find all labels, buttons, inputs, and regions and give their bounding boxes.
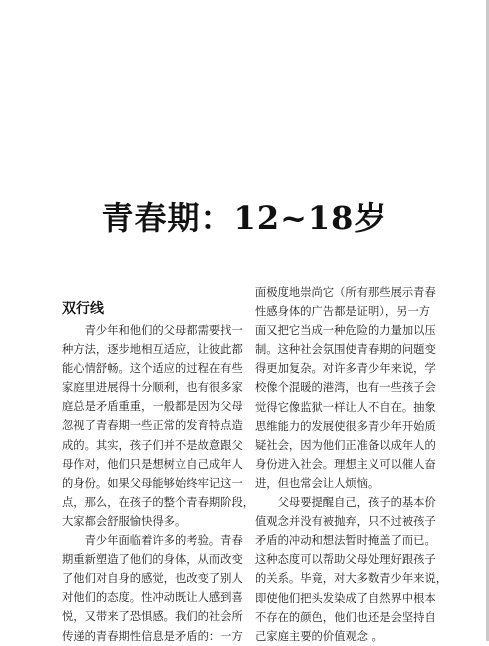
text-line: 对他们的态度。性冲动既让人感到喜 [62,591,243,605]
text-line: 这种态度可以帮助父母处理好跟孩子 [255,553,436,567]
text-line: 身份进入社会。理想主义可以催人奋 [255,457,436,471]
text-line: 得更加复杂。对许多青少年来说，学 [255,362,436,376]
text-line: 己家庭主要的价值观念 。 [255,629,383,643]
text-line: 进，但也常会让人烦恼。 [255,476,380,490]
text-line: 制。这种社会氛围使青春期的问题变 [255,343,436,357]
text-line: 的身份。如果父母能够始终牢记这一 [62,476,243,490]
text-line: 不存在的颜色，他们也还是会坚持自 [255,610,436,624]
text-line: 忽视了青春期一些正常的发育特点造 [62,419,243,433]
text-line: 父母要提醒自己，孩子的基本价 [255,496,436,510]
text-line: 面又把它当成一种危险的力量加以压 [255,324,436,338]
text-line: 即使他们把头发染成了自然界中根本 [255,591,436,605]
text-line: 青少年面临着许多的考验。青春 [62,534,243,548]
text-line: 矛盾的冲动和想法暂时掩盖了而已。 [255,534,436,548]
text-line: 能心情舒畅。这个适应的过程在有些 [62,362,243,376]
text-line: 期重新塑造了他们的身体，从而改变 [62,553,243,567]
text-line: 觉得它像监狱一样让人不自在。抽象 [255,400,436,414]
section-heading: 双行线 [62,301,104,317]
text-line: 了他们对自身的感觉，也改变了别人 [62,572,243,586]
text-line: 庭总是矛盾重重，一般都是因为父母 [62,400,243,414]
text-line: 悦，又带来了恐惧感。我们的社会所 [62,610,243,624]
text-line: 青少年和他们的父母都需要找一 [62,324,243,337]
left-text-column [62,321,255,646]
text-line: 传递的青春期性信息是矛盾的：一方 [62,629,243,643]
text-line: 校像个混暖的港湾，也有一些孩子会 [255,381,436,395]
text-line: 性感身体的广告都是证明），另一方 [255,305,431,319]
text-line: 思维能力的发展使很多青少年开始质 [255,419,436,433]
text-line: 疑社会，因为他们正准备以成年人的 [255,438,436,452]
text-line: 种方法，逐步地相互适应，让彼此都 [62,343,243,357]
text-line: 值观念并没有被抛弃，只不过被孩子 [255,515,436,529]
text-line: 家庭里进展得十分顺利，也有很多家 [62,381,243,395]
text-line: 的关系。毕竟，对大多数青少年来说， [255,572,448,586]
text-line: 点，那么，在孩子的整个青春期阶段， [62,495,255,509]
text-line: 母作对，他们只是想树立自己成年人 [62,457,243,471]
chapter-title: 青春期：12~18岁 [101,199,388,237]
text-line: 面极度地崇尚它（所有那些展示青春 [255,286,436,299]
right-text-column [255,283,448,646]
text-line: 成的。其实，孩子们并不是故意跟父 [62,438,243,452]
text-line: 大家都会舒服愉快得多。 [62,514,187,528]
